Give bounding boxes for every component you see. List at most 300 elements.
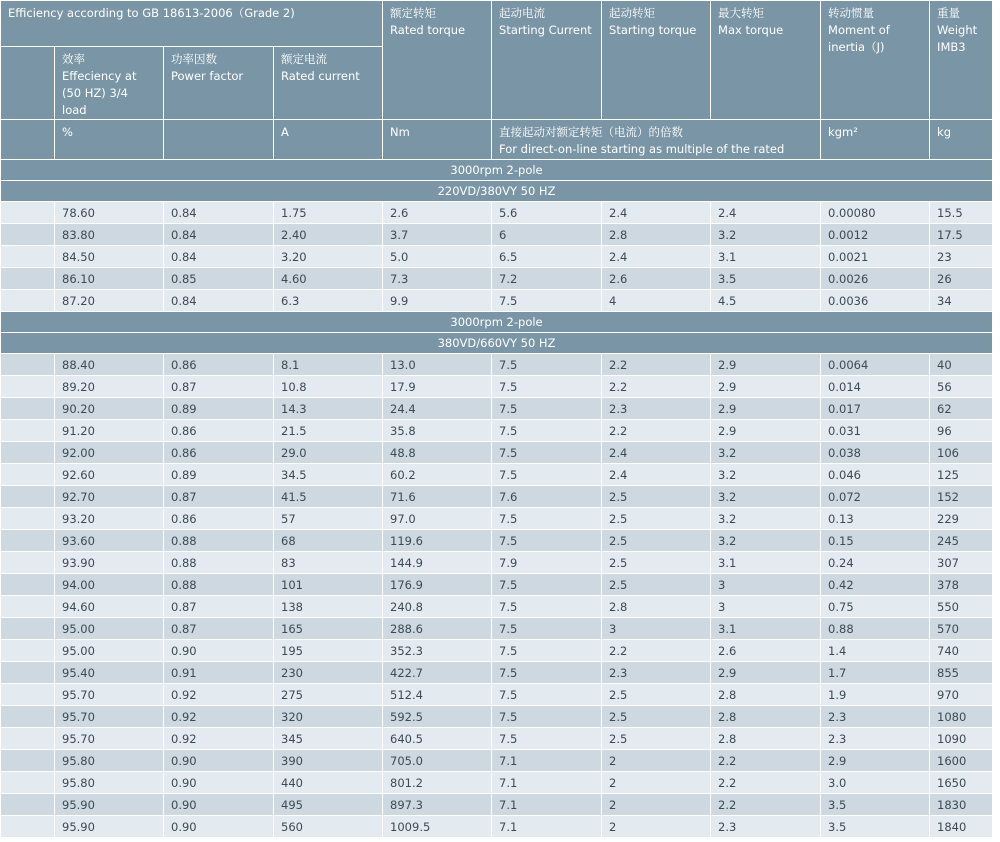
row-lead-cell — [1, 398, 55, 420]
cell-inertia: 0.017 — [821, 398, 930, 420]
table-header — [1, 1, 993, 160]
cell-max-torque: 2.4 — [711, 202, 821, 224]
section-pole-band — [1, 160, 993, 181]
cell-max-torque: 2.9 — [711, 354, 821, 376]
cell-starting-torque: 2.2 — [602, 354, 711, 376]
table-row — [1, 618, 993, 640]
cell-power-factor: 0.89 — [164, 398, 274, 420]
cell-max-torque: 2.9 — [711, 420, 821, 442]
cell-max-torque: 3.1 — [711, 618, 821, 640]
cell-starting-torque: 2.4 — [602, 442, 711, 464]
cell-rated-torque: 705.0 — [383, 750, 492, 772]
cell-rated-current: 495 — [274, 794, 383, 816]
cell-starting-current: 6.5 — [492, 246, 602, 268]
cell-efficiency: 93.20 — [55, 508, 164, 530]
efficiency-standard-title: Efficiency according to GB 18613-2006（Grade 2) — [1, 1, 383, 47]
cell-starting-current: 7.5 — [492, 376, 602, 398]
header-starting-torque: 起动转矩 Starting torque — [602, 1, 711, 120]
row-lead-cell — [1, 750, 55, 772]
cell-rated-torque: 801.2 — [383, 772, 492, 794]
cell-power-factor: 0.92 — [164, 706, 274, 728]
row-lead-cell — [1, 662, 55, 684]
cell-weight: 245 — [930, 530, 993, 552]
cell-rated-torque: 119.6 — [383, 530, 492, 552]
cell-rated-current: 1.75 — [274, 202, 383, 224]
cell-starting-torque: 2.6 — [602, 268, 711, 290]
row-lead-cell — [1, 376, 55, 398]
cell-power-factor: 0.91 — [164, 662, 274, 684]
cell-power-factor: 0.87 — [164, 618, 274, 640]
cell-power-factor: 0.86 — [164, 508, 274, 530]
cell-weight: 1080 — [930, 706, 993, 728]
cell-rated-torque: 176.9 — [383, 574, 492, 596]
cell-power-factor: 0.86 — [164, 420, 274, 442]
header-efficiency: 效率 Effeciency at (50 HZ) 3/4 load — [55, 47, 164, 120]
cell-rated-torque: 288.6 — [383, 618, 492, 640]
cell-max-torque: 2.8 — [711, 684, 821, 706]
cell-inertia: 1.9 — [821, 684, 930, 706]
cell-inertia: 1.7 — [821, 662, 930, 684]
section-voltage-label: 380VD/660VY 50 HZ — [1, 333, 993, 354]
cell-rated-current: 345 — [274, 728, 383, 750]
cell-power-factor: 0.87 — [164, 596, 274, 618]
cell-inertia: 0.75 — [821, 596, 930, 618]
cell-rated-torque: 35.8 — [383, 420, 492, 442]
header-max-torque: 最大转矩 Max torque — [711, 1, 821, 120]
cell-starting-current: 7.5 — [492, 618, 602, 640]
cell-weight: 106 — [930, 442, 993, 464]
cell-weight: 855 — [930, 662, 993, 684]
cell-weight: 125 — [930, 464, 993, 486]
cell-max-torque: 4.5 — [711, 290, 821, 312]
cell-rated-current: 8.1 — [274, 354, 383, 376]
cell-max-torque: 2.9 — [711, 398, 821, 420]
cell-rated-current: 195 — [274, 640, 383, 662]
cell-inertia: 2.3 — [821, 706, 930, 728]
cell-starting-torque: 2.5 — [602, 684, 711, 706]
cell-rated-torque: 97.0 — [383, 508, 492, 530]
table-row — [1, 442, 993, 464]
cell-starting-current: 7.5 — [492, 420, 602, 442]
cell-starting-current: 7.1 — [492, 794, 602, 816]
cell-inertia: 0.038 — [821, 442, 930, 464]
cell-power-factor: 0.84 — [164, 290, 274, 312]
cell-power-factor: 0.85 — [164, 268, 274, 290]
cell-max-torque: 2.8 — [711, 728, 821, 750]
table-row — [1, 202, 993, 224]
cell-max-torque: 2.2 — [711, 772, 821, 794]
cell-inertia: 2.3 — [821, 728, 930, 750]
cell-max-torque: 3 — [711, 574, 821, 596]
row-lead-cell — [1, 224, 55, 246]
cell-efficiency: 95.00 — [55, 640, 164, 662]
cell-rated-torque: 13.0 — [383, 354, 492, 376]
cell-rated-current: 560 — [274, 816, 383, 838]
cell-weight: 970 — [930, 684, 993, 706]
cell-starting-current: 7.1 — [492, 750, 602, 772]
cell-rated-torque: 352.3 — [383, 640, 492, 662]
table-row — [1, 530, 993, 552]
row-lead-cell — [1, 574, 55, 596]
cell-inertia: 0.00080 — [821, 202, 930, 224]
cell-weight: 378 — [930, 574, 993, 596]
cell-starting-torque: 2.5 — [602, 552, 711, 574]
cell-power-factor: 0.92 — [164, 728, 274, 750]
unit-efficiency: % — [55, 120, 164, 160]
cell-starting-current: 7.5 — [492, 662, 602, 684]
cell-max-torque: 3.2 — [711, 486, 821, 508]
cell-rated-current: 138 — [274, 596, 383, 618]
row-lead-cell — [1, 530, 55, 552]
cell-efficiency: 93.90 — [55, 552, 164, 574]
cell-rated-torque: 60.2 — [383, 464, 492, 486]
row-lead-cell — [1, 684, 55, 706]
cell-starting-torque: 3 — [602, 618, 711, 640]
section-voltage-band — [1, 333, 993, 354]
cell-starting-current: 7.5 — [492, 640, 602, 662]
cell-inertia: 0.031 — [821, 420, 930, 442]
cell-weight: 1600 — [930, 750, 993, 772]
cell-efficiency: 95.80 — [55, 750, 164, 772]
cell-efficiency: 93.60 — [55, 530, 164, 552]
cell-rated-torque: 48.8 — [383, 442, 492, 464]
cell-max-torque: 3.2 — [711, 464, 821, 486]
row-lead-cell — [1, 486, 55, 508]
cell-rated-current: 10.8 — [274, 376, 383, 398]
cell-weight: 40 — [930, 354, 993, 376]
cell-max-torque: 2.8 — [711, 706, 821, 728]
cell-starting-torque: 2.3 — [602, 398, 711, 420]
cell-weight: 307 — [930, 552, 993, 574]
cell-efficiency: 95.70 — [55, 728, 164, 750]
cell-power-factor: 0.90 — [164, 640, 274, 662]
table-row — [1, 354, 993, 376]
cell-starting-current: 7.2 — [492, 268, 602, 290]
row-lead-cell — [1, 816, 55, 838]
cell-power-factor: 0.87 — [164, 376, 274, 398]
cell-rated-torque: 24.4 — [383, 398, 492, 420]
cell-inertia: 0.0021 — [821, 246, 930, 268]
cell-starting-torque: 2.4 — [602, 202, 711, 224]
cell-rated-current: 83 — [274, 552, 383, 574]
cell-efficiency: 91.20 — [55, 420, 164, 442]
cell-inertia: 0.046 — [821, 464, 930, 486]
cell-max-torque: 3 — [711, 596, 821, 618]
cell-efficiency: 95.90 — [55, 816, 164, 838]
cell-rated-torque: 3.7 — [383, 224, 492, 246]
cell-starting-current: 7.5 — [492, 574, 602, 596]
cell-rated-current: 101 — [274, 574, 383, 596]
cell-weight: 26 — [930, 268, 993, 290]
cell-rated-current: 275 — [274, 684, 383, 706]
table-row — [1, 224, 993, 246]
cell-inertia: 0.014 — [821, 376, 930, 398]
cell-rated-current: 165 — [274, 618, 383, 640]
cell-starting-torque: 2.5 — [602, 508, 711, 530]
cell-inertia: 3.5 — [821, 794, 930, 816]
table-row — [1, 794, 993, 816]
cell-starting-current: 7.5 — [492, 530, 602, 552]
cell-starting-torque: 2.5 — [602, 530, 711, 552]
cell-power-factor: 0.88 — [164, 552, 274, 574]
cell-efficiency: 92.60 — [55, 464, 164, 486]
cell-starting-torque: 2.4 — [602, 464, 711, 486]
unit-torque: Nm — [383, 120, 492, 160]
cell-rated-torque: 2.6 — [383, 202, 492, 224]
row-lead-cell — [1, 508, 55, 530]
cell-starting-torque: 4 — [602, 290, 711, 312]
cell-efficiency: 86.10 — [55, 268, 164, 290]
table-row — [1, 750, 993, 772]
cell-starting-torque: 2.8 — [602, 224, 711, 246]
section-voltage-label: 220VD/380VY 50 HZ — [1, 181, 993, 202]
cell-rated-torque: 7.3 — [383, 268, 492, 290]
table-row — [1, 684, 993, 706]
cell-rated-current: 57 — [274, 508, 383, 530]
table-row — [1, 508, 993, 530]
cell-weight: 1650 — [930, 772, 993, 794]
cell-inertia: 0.42 — [821, 574, 930, 596]
unit-current: A — [274, 120, 383, 160]
cell-efficiency: 87.20 — [55, 290, 164, 312]
cell-rated-current: 230 — [274, 662, 383, 684]
cell-max-torque: 3.5 — [711, 268, 821, 290]
cell-rated-current: 2.40 — [274, 224, 383, 246]
cell-rated-current: 14.3 — [274, 398, 383, 420]
cell-starting-torque: 2 — [602, 772, 711, 794]
cell-starting-current: 7.5 — [492, 596, 602, 618]
cell-starting-torque: 2.4 — [602, 246, 711, 268]
cell-rated-current: 440 — [274, 772, 383, 794]
cell-starting-torque: 2.8 — [602, 596, 711, 618]
table-row — [1, 464, 993, 486]
header-blank — [1, 47, 55, 120]
cell-starting-current: 7.5 — [492, 398, 602, 420]
cell-max-torque: 2.6 — [711, 640, 821, 662]
cell-max-torque: 3.1 — [711, 246, 821, 268]
cell-weight: 229 — [930, 508, 993, 530]
cell-inertia: 3.5 — [821, 816, 930, 838]
table-row — [1, 574, 993, 596]
cell-rated-current: 3.20 — [274, 246, 383, 268]
section-pole-band — [1, 312, 993, 333]
table-row — [1, 398, 993, 420]
row-lead-cell — [1, 794, 55, 816]
cell-power-factor: 0.84 — [164, 224, 274, 246]
cell-efficiency: 90.20 — [55, 398, 164, 420]
cell-rated-current: 34.5 — [274, 464, 383, 486]
cell-starting-torque: 2.2 — [602, 420, 711, 442]
cell-weight: 17.5 — [930, 224, 993, 246]
cell-power-factor: 0.86 — [164, 442, 274, 464]
cell-power-factor: 0.88 — [164, 574, 274, 596]
cell-rated-current: 6.3 — [274, 290, 383, 312]
cell-weight: 1830 — [930, 794, 993, 816]
row-lead-cell — [1, 290, 55, 312]
cell-starting-torque: 2 — [602, 794, 711, 816]
cell-weight: 62 — [930, 398, 993, 420]
cell-starting-current: 7.1 — [492, 816, 602, 838]
cell-starting-current: 7.5 — [492, 728, 602, 750]
cell-inertia: 0.13 — [821, 508, 930, 530]
cell-starting-current: 7.5 — [492, 508, 602, 530]
cell-power-factor: 0.90 — [164, 750, 274, 772]
row-lead-cell — [1, 202, 55, 224]
row-lead-cell — [1, 728, 55, 750]
cell-rated-torque: 71.6 — [383, 486, 492, 508]
cell-weight: 15.5 — [930, 202, 993, 224]
cell-starting-current: 5.6 — [492, 202, 602, 224]
cell-starting-current: 7.5 — [492, 442, 602, 464]
cell-max-torque: 3.2 — [711, 508, 821, 530]
cell-starting-current: 7.5 — [492, 706, 602, 728]
table-row — [1, 246, 993, 268]
cell-max-torque: 3.1 — [711, 552, 821, 574]
cell-inertia: 0.072 — [821, 486, 930, 508]
cell-weight: 570 — [930, 618, 993, 640]
table-row — [1, 706, 993, 728]
cell-efficiency: 95.90 — [55, 794, 164, 816]
table-row — [1, 640, 993, 662]
cell-rated-torque: 422.7 — [383, 662, 492, 684]
cell-rated-current: 4.60 — [274, 268, 383, 290]
header-rated-torque: 额定转矩 Rated torque — [383, 1, 492, 120]
cell-max-torque: 2.3 — [711, 816, 821, 838]
cell-max-torque: 3.2 — [711, 442, 821, 464]
cell-starting-torque: 2.5 — [602, 728, 711, 750]
table-row — [1, 552, 993, 574]
cell-efficiency: 84.50 — [55, 246, 164, 268]
cell-starting-current: 7.5 — [492, 354, 602, 376]
cell-starting-current: 7.5 — [492, 464, 602, 486]
table-row — [1, 376, 993, 398]
row-lead-cell — [1, 442, 55, 464]
cell-weight: 1090 — [930, 728, 993, 750]
cell-starting-torque: 2.2 — [602, 640, 711, 662]
cell-max-torque: 2.2 — [711, 794, 821, 816]
row-lead-cell — [1, 618, 55, 640]
table-body — [1, 160, 993, 838]
row-lead-cell — [1, 246, 55, 268]
cell-max-torque: 2.9 — [711, 662, 821, 684]
cell-inertia: 0.24 — [821, 552, 930, 574]
cell-rated-current: 68 — [274, 530, 383, 552]
cell-inertia: 3.0 — [821, 772, 930, 794]
cell-rated-torque: 592.5 — [383, 706, 492, 728]
cell-starting-current: 6 — [492, 224, 602, 246]
cell-power-factor: 0.84 — [164, 202, 274, 224]
cell-efficiency: 83.80 — [55, 224, 164, 246]
section-pole-label: 3000rpm 2-pole — [1, 160, 993, 181]
header-starting-current: 起动电流 Starting Current — [492, 1, 602, 120]
row-lead-cell — [1, 596, 55, 618]
cell-rated-torque: 240.8 — [383, 596, 492, 618]
cell-efficiency: 95.70 — [55, 706, 164, 728]
cell-rated-torque: 144.9 — [383, 552, 492, 574]
cell-rated-current: 320 — [274, 706, 383, 728]
cell-inertia: 1.4 — [821, 640, 930, 662]
row-lead-cell — [1, 420, 55, 442]
cell-starting-torque: 2.5 — [602, 706, 711, 728]
cell-power-factor: 0.92 — [164, 684, 274, 706]
cell-inertia: 0.15 — [821, 530, 930, 552]
cell-starting-current: 7.6 — [492, 486, 602, 508]
cell-inertia: 0.0026 — [821, 268, 930, 290]
row-lead-cell — [1, 772, 55, 794]
cell-rated-torque: 9.9 — [383, 290, 492, 312]
header-rated-current: 额定电流 Rated current — [274, 47, 383, 120]
cell-weight: 740 — [930, 640, 993, 662]
cell-efficiency: 94.00 — [55, 574, 164, 596]
cell-efficiency: 92.70 — [55, 486, 164, 508]
cell-power-factor: 0.89 — [164, 464, 274, 486]
cell-rated-torque: 17.9 — [383, 376, 492, 398]
row-lead-cell — [1, 464, 55, 486]
cell-power-factor: 0.87 — [164, 486, 274, 508]
cell-starting-torque: 2.2 — [602, 376, 711, 398]
cell-efficiency: 95.40 — [55, 662, 164, 684]
row-lead-cell — [1, 640, 55, 662]
cell-power-factor: 0.86 — [164, 354, 274, 376]
section-voltage-band — [1, 181, 993, 202]
row-lead-cell — [1, 268, 55, 290]
cell-rated-torque: 640.5 — [383, 728, 492, 750]
table-row — [1, 772, 993, 794]
cell-efficiency: 92.00 — [55, 442, 164, 464]
cell-efficiency: 88.40 — [55, 354, 164, 376]
table-row — [1, 728, 993, 750]
cell-efficiency: 78.60 — [55, 202, 164, 224]
table-row — [1, 486, 993, 508]
table-row — [1, 290, 993, 312]
cell-starting-current: 7.5 — [492, 290, 602, 312]
cell-max-torque: 3.2 — [711, 224, 821, 246]
cell-power-factor: 0.88 — [164, 530, 274, 552]
cell-weight: 23 — [930, 246, 993, 268]
cell-max-torque: 2.2 — [711, 750, 821, 772]
row-lead-cell — [1, 552, 55, 574]
header-power-factor: 功率因数 Power factor — [164, 47, 274, 120]
table-row — [1, 596, 993, 618]
cell-starting-current: 7.5 — [492, 684, 602, 706]
cell-power-factor: 0.90 — [164, 794, 274, 816]
cell-efficiency: 94.60 — [55, 596, 164, 618]
cell-weight: 56 — [930, 376, 993, 398]
row-lead-cell — [1, 354, 55, 376]
cell-starting-torque: 2 — [602, 750, 711, 772]
cell-rated-current: 41.5 — [274, 486, 383, 508]
cell-weight: 96 — [930, 420, 993, 442]
unit-blank — [1, 120, 55, 160]
cell-inertia: 0.0012 — [821, 224, 930, 246]
cell-rated-current: 29.0 — [274, 442, 383, 464]
table-row — [1, 268, 993, 290]
cell-weight: 152 — [930, 486, 993, 508]
section-pole-label: 3000rpm 2-pole — [1, 312, 993, 333]
header-weight: 重量 Weight IMB3 — [930, 1, 993, 120]
unit-inertia: kgm² — [821, 120, 930, 160]
cell-rated-torque: 512.4 — [383, 684, 492, 706]
cell-starting-torque: 2.5 — [602, 574, 711, 596]
table-row — [1, 662, 993, 684]
unit-weight: kg — [930, 120, 993, 160]
cell-weight: 34 — [930, 290, 993, 312]
cell-power-factor: 0.90 — [164, 772, 274, 794]
cell-rated-current: 390 — [274, 750, 383, 772]
cell-inertia: 2.9 — [821, 750, 930, 772]
cell-power-factor: 0.84 — [164, 246, 274, 268]
table-row — [1, 816, 993, 838]
